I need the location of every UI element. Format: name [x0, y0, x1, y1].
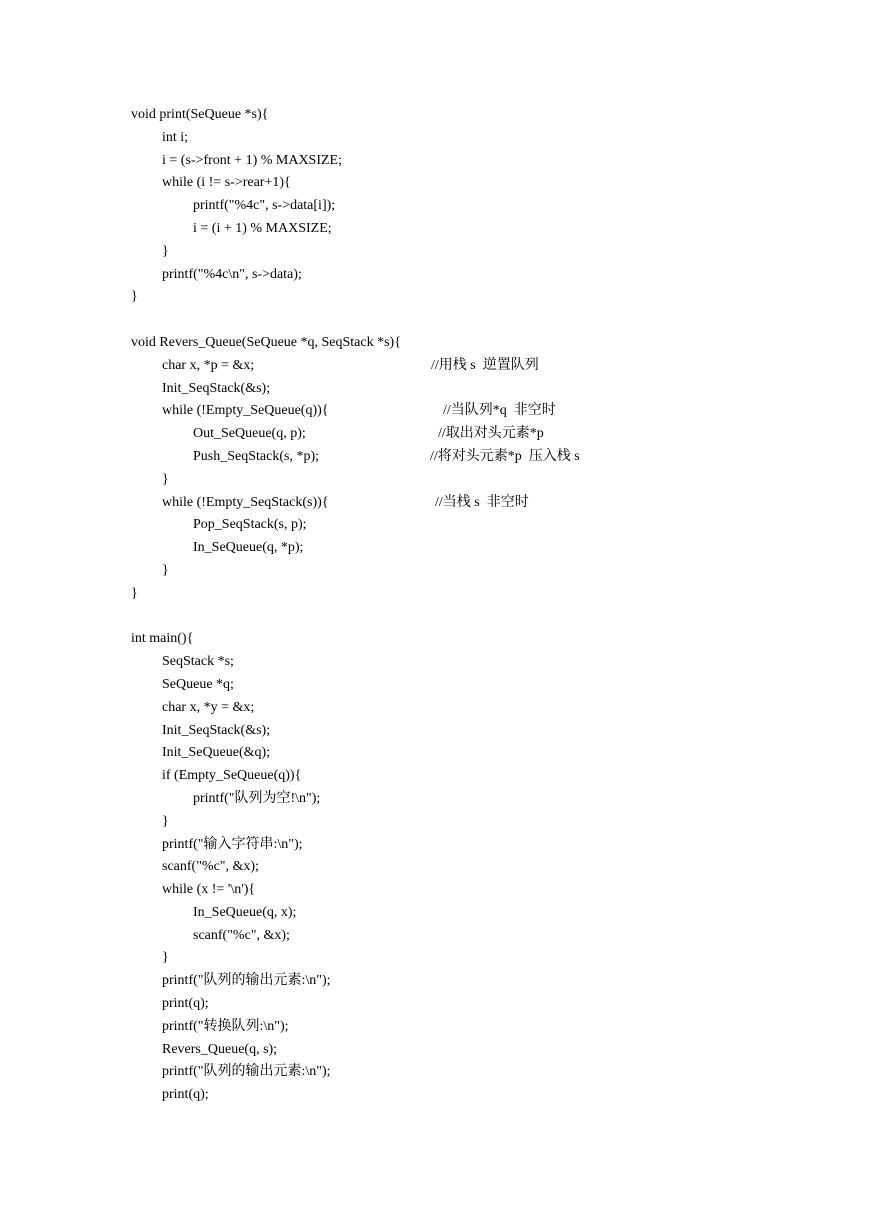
code-line: [131, 560, 831, 583]
code-line: [131, 628, 831, 651]
code-text: In_SeQueue(q, *p);: [193, 540, 304, 556]
code-line: [131, 583, 831, 606]
code-text: print(q);: [162, 996, 209, 1012]
code-line: [131, 423, 831, 446]
code-line: [131, 172, 831, 195]
code-line: [131, 309, 831, 332]
code-text: Revers_Queue(q, s);: [162, 1041, 278, 1057]
code-line: [131, 742, 831, 765]
code-line: [131, 1016, 831, 1039]
code-comment: //取出对头元素*p: [438, 426, 544, 442]
code-text: i = (s->front + 1) % MAXSIZE;: [162, 152, 342, 168]
code-line: [131, 856, 831, 879]
code-line: [131, 264, 831, 287]
code-text: SeqStack *s;: [162, 654, 234, 670]
code-line: [131, 537, 831, 560]
code-line: [131, 902, 831, 925]
code-line: [131, 606, 831, 629]
code-line: [131, 400, 831, 423]
code-text: }: [131, 585, 138, 601]
code-text: if (Empty_SeQueue(q)){: [162, 768, 302, 784]
code-line: [131, 195, 831, 218]
code-text: printf("队列为空!\n");: [193, 790, 321, 806]
code-text: printf("队列的输出元素:\n");: [162, 973, 331, 989]
code-text: In_SeQueue(q, x);: [193, 904, 297, 920]
code-line: [131, 674, 831, 697]
code-text: }: [131, 289, 138, 305]
code-line: [131, 1084, 831, 1107]
code-line: [131, 651, 831, 674]
code-line: [131, 925, 831, 948]
code-line: [131, 1039, 831, 1062]
code-line: [131, 378, 831, 401]
code-line: [131, 241, 831, 264]
code-line: [131, 970, 831, 993]
code-text: printf("%4c\n", s->data);: [162, 266, 302, 282]
code-text: scanf("%c", &x);: [162, 859, 259, 875]
code-line: [131, 446, 831, 469]
code-line: [131, 492, 831, 515]
code-text: int i;: [162, 129, 189, 145]
code-text: printf("转换队列:\n");: [162, 1018, 289, 1034]
code-line: [131, 788, 831, 811]
code-text: printf("输入字符串:\n");: [162, 836, 303, 852]
code-line: [131, 514, 831, 537]
code-text: Init_SeqStack(&s);: [162, 722, 271, 738]
code-text: char x, *y = &x;: [162, 699, 255, 715]
code-text: while (!Empty_SeQueue(q)){: [162, 403, 329, 419]
code-line: [131, 332, 831, 355]
code-text: }: [162, 243, 169, 259]
code-line: [131, 697, 831, 720]
code-comment: //用栈 s 逆置队列: [431, 357, 539, 373]
code-text: void Revers_Queue(SeQueue *q, SeqStack *s){: [131, 334, 401, 350]
code-line: [131, 469, 831, 492]
code-line: [131, 355, 831, 378]
code-text: printf("队列的输出元素:\n");: [162, 1064, 331, 1080]
code-line: [131, 720, 831, 743]
code-text: i = (i + 1) % MAXSIZE;: [193, 220, 332, 236]
code-line: [131, 811, 831, 834]
code-text: Out_SeQueue(q, p);: [193, 426, 306, 442]
code-text: }: [162, 471, 169, 487]
code-text: while (i != s->rear+1){: [162, 175, 291, 191]
code-text: while (!Empty_SeqStack(s)){: [162, 494, 329, 510]
code-line: [131, 834, 831, 857]
code-text: SeQueue *q;: [162, 676, 234, 692]
code-comment: //当栈 s 非空时: [435, 494, 529, 510]
code-line: [131, 104, 831, 127]
code-text: Init_SeqStack(&s);: [162, 380, 271, 396]
code-text: }: [162, 813, 169, 829]
code-line: [131, 947, 831, 970]
code-line: [131, 150, 831, 173]
code-text: Init_SeQueue(&q);: [162, 745, 271, 761]
code-line: [131, 879, 831, 902]
code-text: printf("%4c", s->data[i]);: [193, 198, 336, 214]
code-comment: //将对头元素*p 压入栈 s: [430, 448, 580, 464]
code-text: int main(){: [131, 631, 194, 647]
code-text: }: [162, 950, 169, 966]
code-text: Push_SeqStack(s, *p);: [193, 448, 319, 464]
code-line: [131, 765, 831, 788]
code-text: char x, *p = &x;: [162, 357, 255, 373]
code-text: print(q);: [162, 1087, 209, 1103]
code-text: }: [162, 562, 169, 578]
code-listing: [131, 104, 831, 1107]
code-line: [131, 286, 831, 309]
code-line: [131, 218, 831, 241]
code-comment: //当队列*q 非空时: [443, 403, 556, 419]
code-line: [131, 993, 831, 1016]
code-line: [131, 1061, 831, 1084]
code-line: [131, 127, 831, 150]
code-text: while (x != '\n'){: [162, 882, 256, 898]
code-text: void print(SeQueue *s){: [131, 107, 269, 122]
code-text: Pop_SeqStack(s, p);: [193, 517, 307, 533]
code-text: scanf("%c", &x);: [193, 927, 290, 943]
